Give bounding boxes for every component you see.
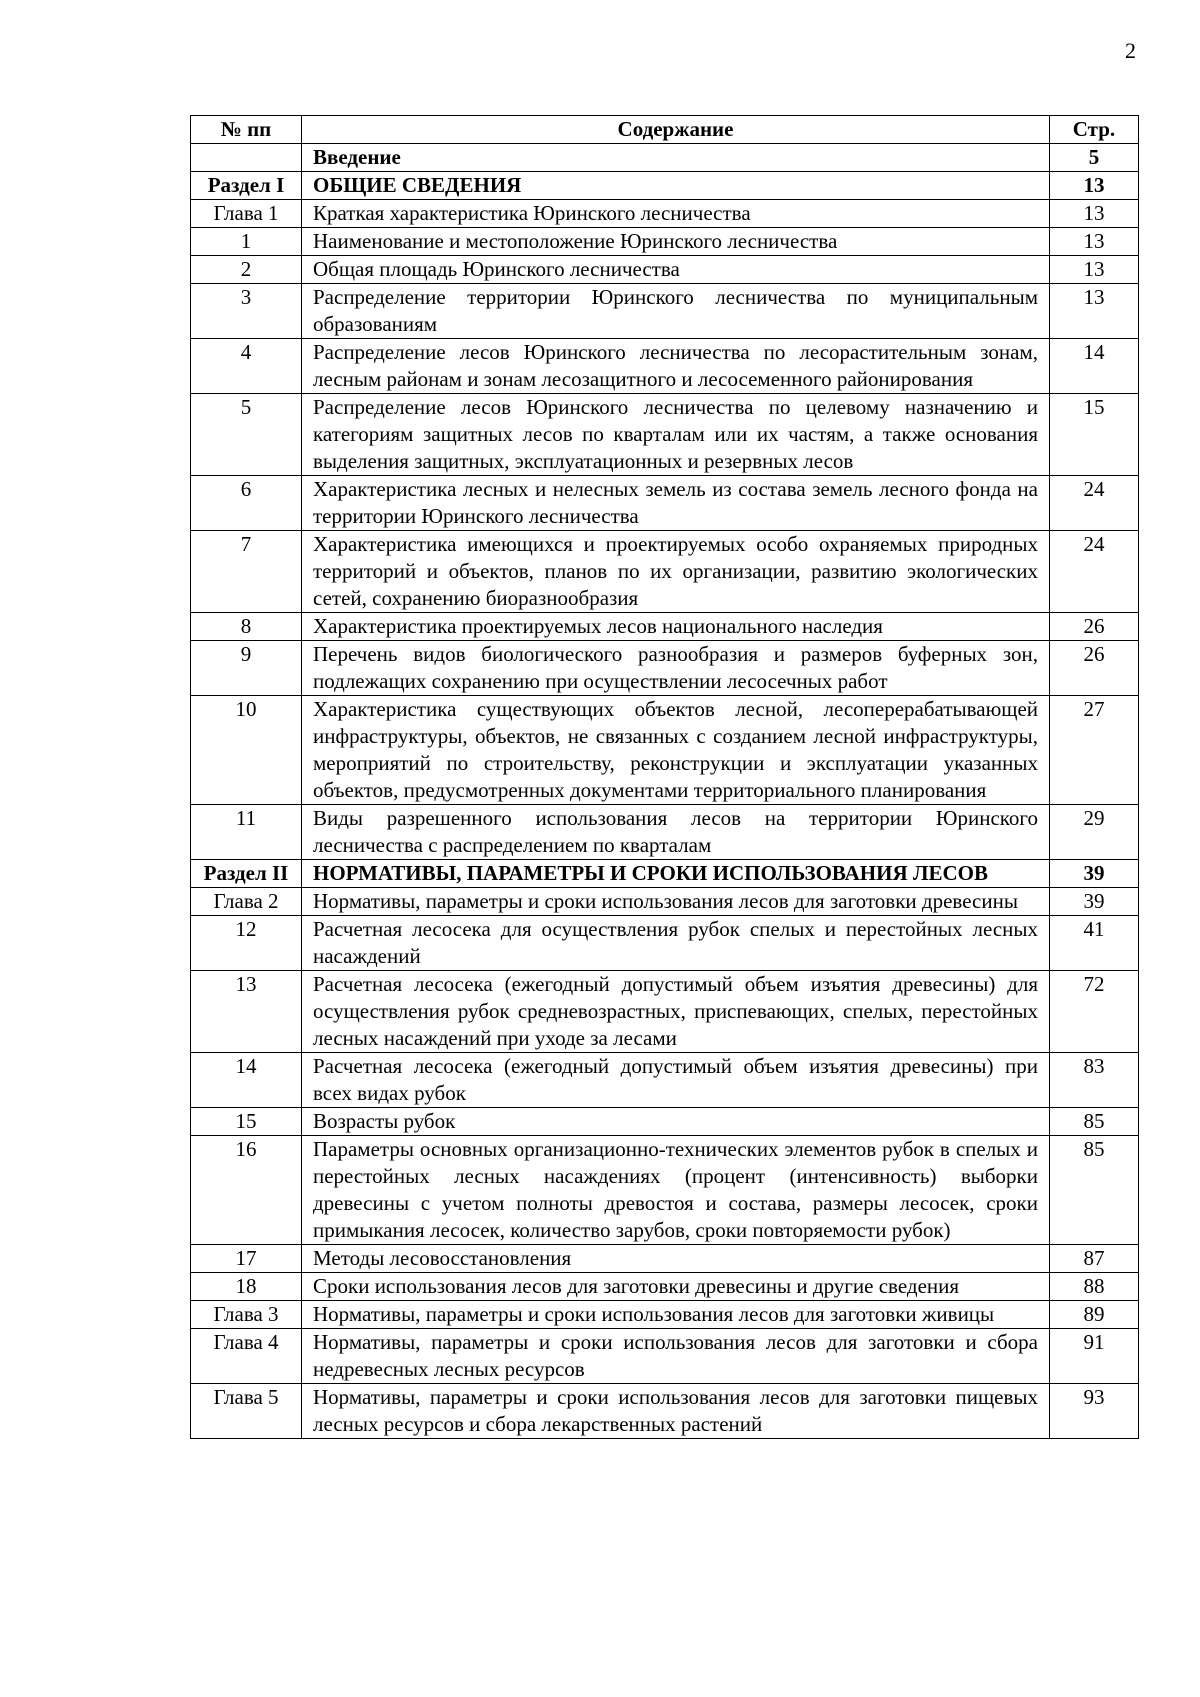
row-page: 27 bbox=[1050, 696, 1139, 805]
row-number: 2 bbox=[191, 256, 302, 284]
row-page: 15 bbox=[1050, 394, 1139, 476]
row-page: 24 bbox=[1050, 476, 1139, 531]
row-number: 14 bbox=[191, 1053, 302, 1108]
row-number: 16 bbox=[191, 1136, 302, 1245]
row-number: 7 bbox=[191, 531, 302, 613]
row-number: 5 bbox=[191, 394, 302, 476]
row-title: Нормативы, параметры и сроки использования лесов для заготовки древесины bbox=[302, 888, 1050, 916]
row-number: 9 bbox=[191, 641, 302, 696]
row-number: Раздел II bbox=[191, 860, 302, 888]
row-page: 24 bbox=[1050, 531, 1139, 613]
table-row bbox=[191, 256, 1139, 284]
row-number: 18 bbox=[191, 1273, 302, 1301]
row-page: 39 bbox=[1050, 888, 1139, 916]
header-contents: Содержание bbox=[302, 116, 1050, 144]
table-row bbox=[191, 1136, 1139, 1245]
row-page: 85 bbox=[1050, 1136, 1139, 1245]
table-row bbox=[191, 476, 1139, 531]
table-row bbox=[191, 916, 1139, 971]
row-number: 3 bbox=[191, 284, 302, 339]
row-page: 39 bbox=[1050, 860, 1139, 888]
row-title: Характеристика проектируемых лесов национального наследия bbox=[302, 613, 1050, 641]
row-page: 88 bbox=[1050, 1273, 1139, 1301]
row-number: 15 bbox=[191, 1108, 302, 1136]
table-row bbox=[191, 860, 1139, 888]
row-page: 41 bbox=[1050, 916, 1139, 971]
row-page: 26 bbox=[1050, 613, 1139, 641]
header-number: № пп bbox=[191, 116, 302, 144]
row-page: 13 bbox=[1050, 256, 1139, 284]
table-row bbox=[191, 1329, 1139, 1384]
table-row bbox=[191, 1384, 1139, 1439]
row-number bbox=[191, 144, 302, 172]
table-row bbox=[191, 971, 1139, 1053]
row-title: Возрасты рубок bbox=[302, 1108, 1050, 1136]
row-page: 13 bbox=[1050, 228, 1139, 256]
table-row bbox=[191, 1245, 1139, 1273]
table-body bbox=[191, 144, 1139, 1439]
row-title: Расчетная лесосека (ежегодный допустимый объем изъятия древесины) при всех видах рубок bbox=[302, 1053, 1050, 1108]
row-title: Расчетная лесосека (ежегодный допустимый объем изъятия древесины) для осуществления рубок средневозрастных, приспевающих, спелых, перестойных лесных насаждений при уходе за лесами bbox=[302, 971, 1050, 1053]
row-number: 11 bbox=[191, 805, 302, 860]
table-header-row bbox=[191, 116, 1139, 144]
row-number: Глава 5 bbox=[191, 1384, 302, 1439]
row-number: 17 bbox=[191, 1245, 302, 1273]
table-row bbox=[191, 888, 1139, 916]
row-title: Характеристика лесных и нелесных земель из состава земель лесного фонда на территории Юринского лесничества bbox=[302, 476, 1050, 531]
row-number: Глава 4 bbox=[191, 1329, 302, 1384]
table-row bbox=[191, 228, 1139, 256]
row-title: ОБЩИЕ СВЕДЕНИЯ bbox=[302, 172, 1050, 200]
row-page: 13 bbox=[1050, 284, 1139, 339]
row-number: 6 bbox=[191, 476, 302, 531]
row-page: 72 bbox=[1050, 971, 1139, 1053]
row-page: 29 bbox=[1050, 805, 1139, 860]
table-row bbox=[191, 613, 1139, 641]
row-number: 10 bbox=[191, 696, 302, 805]
table-row bbox=[191, 1301, 1139, 1329]
row-page: 83 bbox=[1050, 1053, 1139, 1108]
header-page: Стр. bbox=[1050, 116, 1139, 144]
row-title: Расчетная лесосека для осуществления рубок спелых и перестойных лесных насаждений bbox=[302, 916, 1050, 971]
table-row bbox=[191, 641, 1139, 696]
row-title: Общая площадь Юринского лесничества bbox=[302, 256, 1050, 284]
row-title: Нормативы, параметры и сроки использования лесов для заготовки живицы bbox=[302, 1301, 1050, 1329]
table-row bbox=[191, 1053, 1139, 1108]
row-title: Перечень видов биологического разнообразия и размеров буферных зон, подлежащих сохранению при осуществлении лесосечных работ bbox=[302, 641, 1050, 696]
row-number: Раздел I bbox=[191, 172, 302, 200]
table-row bbox=[191, 339, 1139, 394]
row-page: 26 bbox=[1050, 641, 1139, 696]
table-row bbox=[191, 531, 1139, 613]
table-row bbox=[191, 200, 1139, 228]
table-row bbox=[191, 144, 1139, 172]
table-row bbox=[191, 284, 1139, 339]
row-title: Методы лесовосстановления bbox=[302, 1245, 1050, 1273]
row-page: 5 bbox=[1050, 144, 1139, 172]
table-row bbox=[191, 172, 1139, 200]
table-row bbox=[191, 394, 1139, 476]
row-title: Сроки использования лесов для заготовки древесины и другие сведения bbox=[302, 1273, 1050, 1301]
row-title: Характеристика существующих объектов лесной, лесоперерабатывающей инфраструктуры, объектов, не связанных с созданием лесной инфраструктуры, мероприятий по строительству, реконструкции и эксплуатации указанных объектов, предусмотренных документами территориального планирования bbox=[302, 696, 1050, 805]
row-title: Распределение лесов Юринского лесничества по целевому назначению и категориям защитных лесов по кварталам или их частям, а также основания выделения защитных, эксплуатационных и резервных лесов bbox=[302, 394, 1050, 476]
table-row bbox=[191, 1108, 1139, 1136]
row-number: 1 bbox=[191, 228, 302, 256]
row-number: 13 bbox=[191, 971, 302, 1053]
row-number: 4 bbox=[191, 339, 302, 394]
row-number: Глава 2 bbox=[191, 888, 302, 916]
row-number: 12 bbox=[191, 916, 302, 971]
row-page: 14 bbox=[1050, 339, 1139, 394]
table-of-contents bbox=[190, 115, 1139, 1439]
row-title: Параметры основных организационно-технических элементов рубок в спелых и перестойных лесных насаждениях (процент (интенсивность) выборки древесины с учетом полноты древостоя и состава, размеры лесосек, сроки примыкания лесосек, количество зарубов, сроки повторяемости рубок) bbox=[302, 1136, 1050, 1245]
table-row bbox=[191, 1273, 1139, 1301]
row-page: 87 bbox=[1050, 1245, 1139, 1273]
row-title: Наименование и местоположение Юринского лесничества bbox=[302, 228, 1050, 256]
row-title: Краткая характеристика Юринского лесничества bbox=[302, 200, 1050, 228]
row-number: Глава 3 bbox=[191, 1301, 302, 1329]
row-title: Нормативы, параметры и сроки использования лесов для заготовки и сбора недревесных лесных ресурсов bbox=[302, 1329, 1050, 1384]
row-page: 13 bbox=[1050, 200, 1139, 228]
row-title: Виды разрешенного использования лесов на территории Юринского лесничества с распределением по кварталам bbox=[302, 805, 1050, 860]
row-number: Глава 1 bbox=[191, 200, 302, 228]
row-page: 91 bbox=[1050, 1329, 1139, 1384]
page-number: 2 bbox=[1125, 38, 1136, 63]
row-title: НОРМАТИВЫ, ПАРАМЕТРЫ И СРОКИ ИСПОЛЬЗОВАНИЯ ЛЕСОВ bbox=[302, 860, 1050, 888]
row-title: Введение bbox=[302, 144, 1050, 172]
row-page: 93 bbox=[1050, 1384, 1139, 1439]
row-page: 13 bbox=[1050, 172, 1139, 200]
row-page: 85 bbox=[1050, 1108, 1139, 1136]
row-title: Распределение лесов Юринского лесничества по лесорастительным зонам, лесным районам и зонам лесозащитного и лесосеменного районирования bbox=[302, 339, 1050, 394]
row-title: Распределение территории Юринского лесничества по муниципальным образованиям bbox=[302, 284, 1050, 339]
table-row bbox=[191, 805, 1139, 860]
row-page: 89 bbox=[1050, 1301, 1139, 1329]
row-number: 8 bbox=[191, 613, 302, 641]
table-row bbox=[191, 696, 1139, 805]
row-title: Характеристика имеющихся и проектируемых особо охраняемых природных территорий и объектов, планов по их организации, развитию экологических сетей, сохранению биоразнообразия bbox=[302, 531, 1050, 613]
row-title: Нормативы, параметры и сроки использования лесов для заготовки пищевых лесных ресурсов и сбора лекарственных растений bbox=[302, 1384, 1050, 1439]
